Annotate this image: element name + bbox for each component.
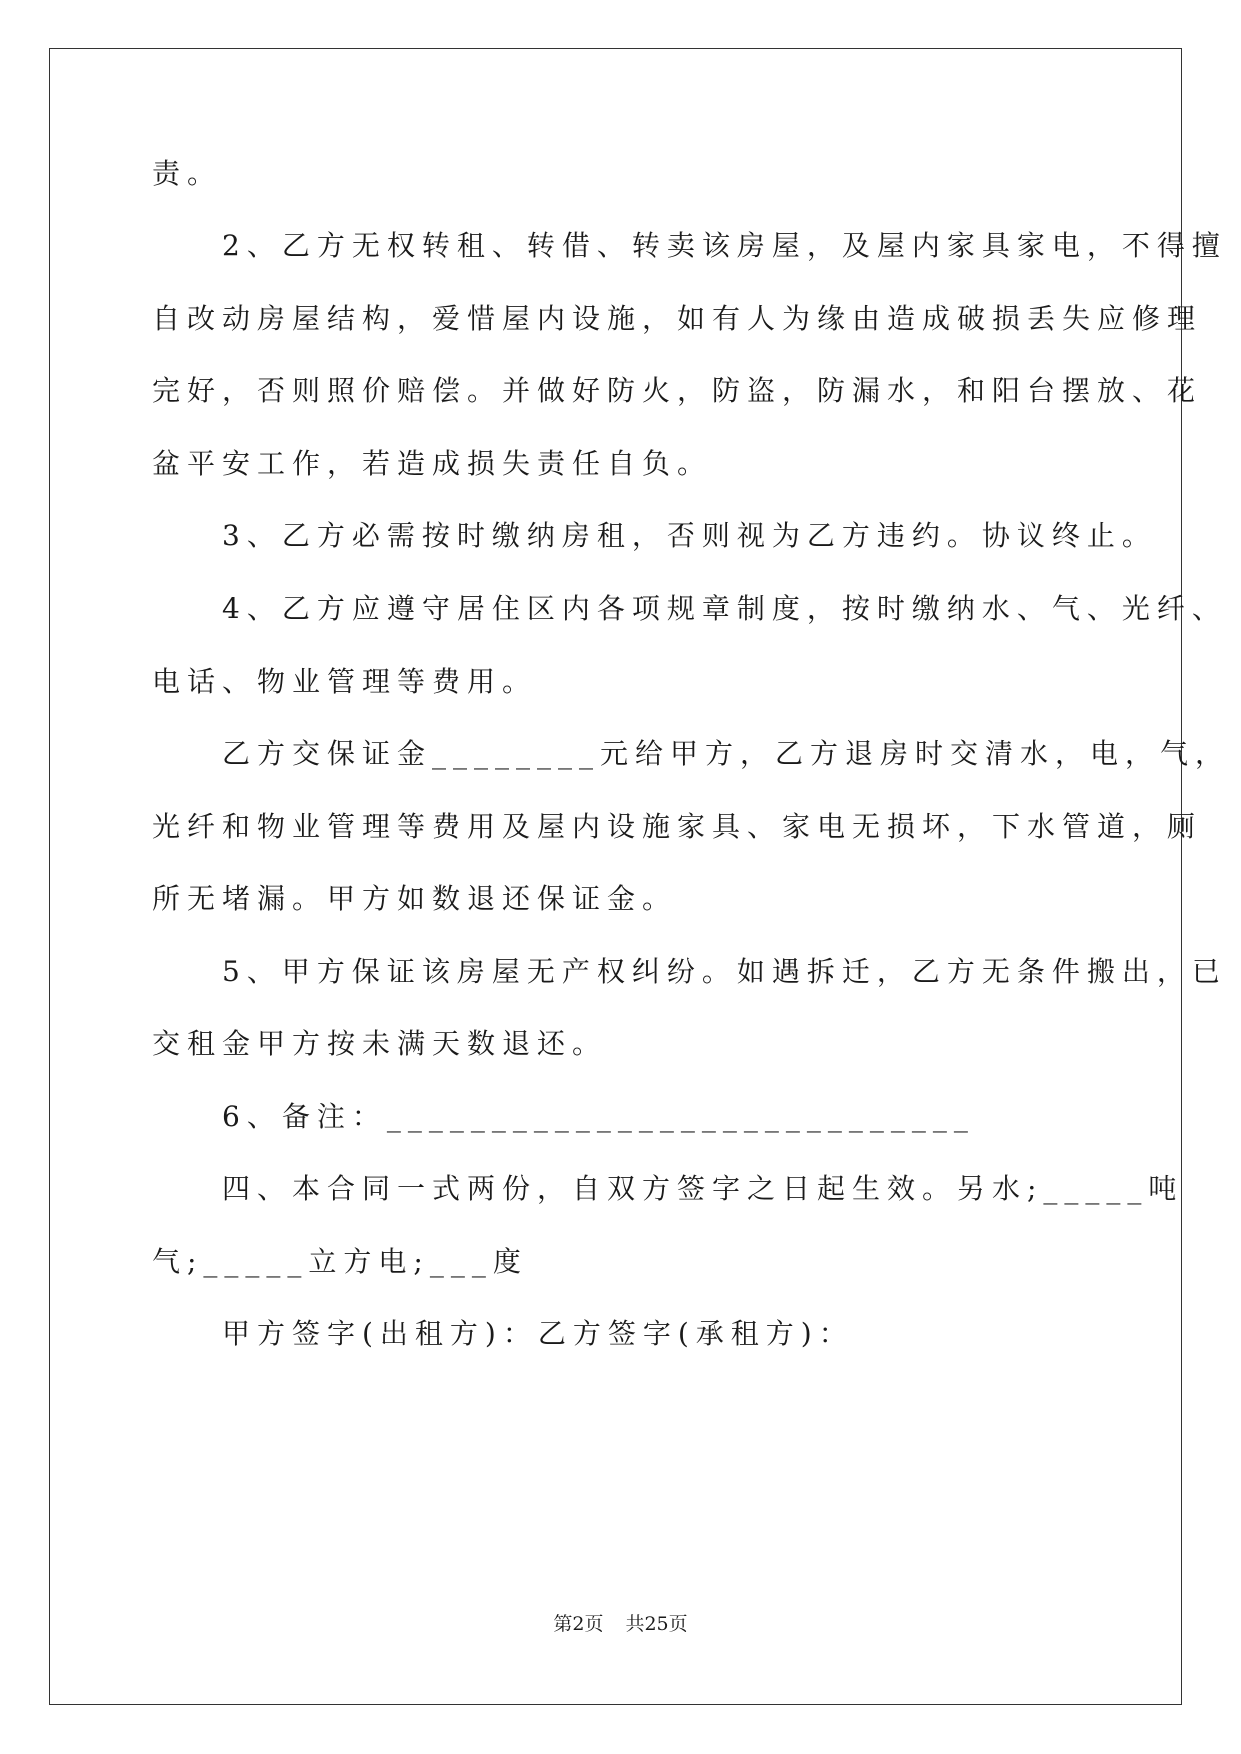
- text-line: 2、乙方无权转租、转借、转卖该房屋，及屋内家具家电，不得擅: [152, 229, 1227, 262]
- text-line: 盆平安工作，若造成损失责任自负。: [152, 447, 713, 480]
- page-frame: [49, 48, 1182, 1705]
- text-line: 四、本合同一式两份，自双方签字之日起生效。另水;_____吨: [152, 1172, 1184, 1205]
- text-line: 责。: [152, 157, 223, 190]
- text-line: 5、甲方保证该房屋无产权纠纷。如遇拆迁，乙方无条件搬出，已: [152, 955, 1227, 988]
- text-line: 乙方交保证金________元给甲方，乙方退房时交清水，电，气，: [152, 737, 1231, 770]
- text-line: 所无堵漏。甲方如数退还保证金。: [152, 882, 678, 915]
- text-line: 光纤和物业管理等费用及屋内设施家具、家电无损坏，下水管道，厕: [152, 810, 1203, 843]
- page-number-total: 共25页: [625, 1613, 688, 1635]
- text-line: 6、备注：____________________________: [152, 1100, 975, 1133]
- text-line: 完好，否则照价赔偿。并做好防火，防盗，防漏水，和阳台摆放、花: [152, 374, 1203, 407]
- text-line: 甲方签字(出租方)：乙方签字(承租方)：: [152, 1317, 854, 1350]
- text-line: 交租金甲方按未满天数退还。: [152, 1027, 608, 1060]
- page-number-current: 第2页: [553, 1613, 604, 1635]
- page-footer: [0, 1612, 1241, 1636]
- text-line: 3、乙方必需按时缴纳房租，否则视为乙方违约。协议终止。: [152, 519, 1157, 552]
- text-line: 电话、物业管理等费用。: [152, 665, 538, 698]
- text-line: 气;_____立方电;___度: [152, 1245, 528, 1278]
- text-line: 自改动房屋结构，爱惜屋内设施，如有人为缘由造成破损丢失应修理: [152, 302, 1203, 335]
- text-line: 4、乙方应遵守居住区内各项规章制度，按时缴纳水、气、光纤、: [152, 592, 1227, 625]
